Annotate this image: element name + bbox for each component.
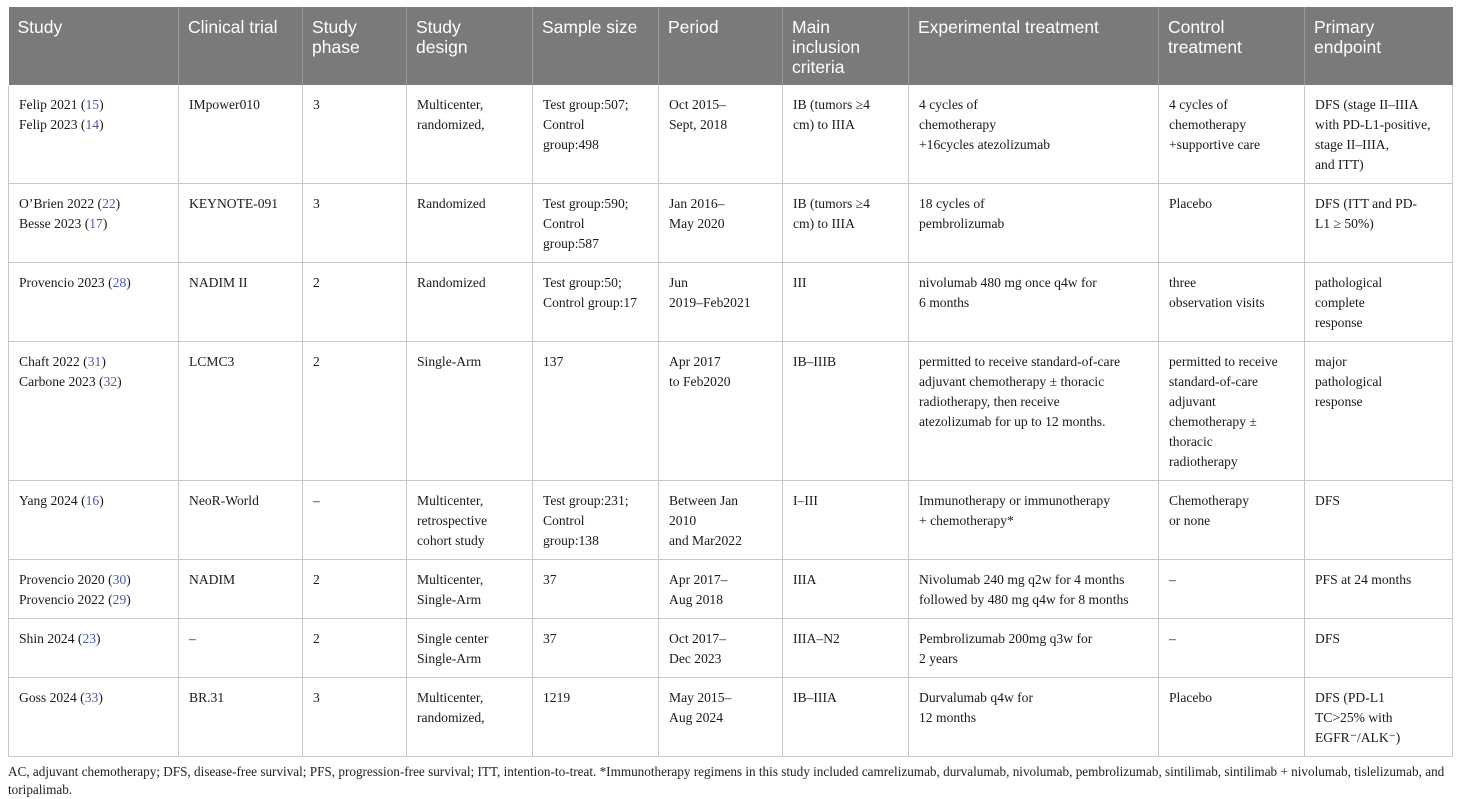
cell-line: 4 cycles of bbox=[1169, 97, 1228, 112]
cell-line: Test group:50; bbox=[543, 275, 622, 290]
cell-line: stage II–IIIA, bbox=[1315, 137, 1389, 152]
cell-line: Jun bbox=[669, 275, 688, 290]
cell-line: randomized, bbox=[417, 117, 485, 132]
cell-line: Single center bbox=[417, 631, 489, 646]
cell-line: + chemotherapy* bbox=[919, 513, 1014, 528]
cell-line: IB (tumors ≥4 bbox=[793, 97, 870, 112]
header-experimental-treatment bbox=[909, 7, 1159, 85]
cell-line: cohort study bbox=[417, 533, 485, 548]
study-citation bbox=[19, 115, 170, 135]
cell-line: or none bbox=[1169, 513, 1211, 528]
cell-line: adjuvant chemotherapy ± thoracic bbox=[919, 374, 1105, 389]
cell-line: with PD-L1-positive, bbox=[1315, 117, 1431, 132]
cell-line: 37 bbox=[543, 572, 557, 587]
cell-line: 12 months bbox=[919, 710, 977, 725]
cell-line: IIIA–N2 bbox=[793, 631, 840, 646]
header-line: Study bbox=[312, 17, 357, 37]
cell-line: IB (tumors ≥4 bbox=[793, 196, 870, 211]
cell-control bbox=[1159, 85, 1305, 184]
header-line: Study bbox=[416, 17, 461, 37]
cell-trial: BR.31 bbox=[179, 678, 303, 757]
cell-line: pathological bbox=[1315, 374, 1383, 389]
table-header bbox=[9, 7, 1453, 85]
reference-number: 32 bbox=[103, 374, 118, 389]
cell-line: pathological bbox=[1315, 275, 1383, 290]
cell-line: Immunotherapy or immunotherapy bbox=[919, 493, 1111, 508]
cell-line: complete bbox=[1315, 295, 1365, 310]
cell-line: atezolizumab for up to 12 months. bbox=[919, 414, 1106, 429]
cell-line: 6 months bbox=[919, 295, 970, 310]
header-line: design bbox=[416, 37, 468, 57]
cell-line: Durvalumab q4w for bbox=[919, 690, 1034, 705]
cell-line: group:498 bbox=[543, 137, 599, 152]
cell-study bbox=[9, 263, 179, 342]
table-row bbox=[9, 263, 1453, 342]
cell-endpoint bbox=[1305, 263, 1453, 342]
cell-line: response bbox=[1315, 315, 1363, 330]
cell-line: group:587 bbox=[543, 236, 599, 251]
study-citation bbox=[19, 352, 170, 372]
cell-study bbox=[9, 342, 179, 481]
cell-study bbox=[9, 481, 179, 560]
cell-sample bbox=[533, 560, 659, 619]
cell-line: Single-Arm bbox=[417, 592, 482, 607]
reference-close: ) bbox=[102, 216, 108, 231]
header-study-phase bbox=[303, 7, 407, 85]
cell-line: nivolumab 480 mg once q4w for bbox=[919, 275, 1097, 290]
cell-criteria bbox=[783, 481, 909, 560]
header-line: Study bbox=[17, 17, 63, 37]
reference-number: 33 bbox=[84, 690, 99, 705]
cell-experimental bbox=[909, 481, 1159, 560]
cell-line: 2010 bbox=[669, 513, 697, 528]
reference-close: ) bbox=[98, 690, 103, 705]
header-line: Period bbox=[668, 17, 719, 37]
header-period bbox=[659, 7, 783, 85]
cell-endpoint bbox=[1305, 560, 1453, 619]
studies-table bbox=[8, 7, 1453, 757]
cell-line: to Feb2020 bbox=[669, 374, 731, 389]
reference-number: 22 bbox=[102, 196, 116, 211]
cell-trial: NeoR-World bbox=[179, 481, 303, 560]
header-line: Main bbox=[792, 17, 830, 37]
header-line: criteria bbox=[792, 57, 845, 77]
cell-period bbox=[659, 678, 783, 757]
cell-sample bbox=[533, 481, 659, 560]
study-citation bbox=[19, 491, 170, 511]
cell-line: Chemotherapy bbox=[1169, 493, 1250, 508]
cell-phase: 2 bbox=[303, 342, 407, 481]
header-line: phase bbox=[312, 37, 360, 57]
table-row bbox=[9, 342, 1453, 481]
study-citation bbox=[19, 590, 170, 610]
cell-control bbox=[1159, 560, 1305, 619]
cell-endpoint bbox=[1305, 481, 1453, 560]
cell-line: Control bbox=[543, 513, 585, 528]
cell-line: chemotherapy bbox=[919, 117, 996, 132]
cell-sample bbox=[533, 678, 659, 757]
cell-line: – bbox=[1169, 572, 1176, 587]
cell-sample bbox=[533, 619, 659, 678]
cell-period bbox=[659, 619, 783, 678]
reference-close: ) bbox=[101, 354, 106, 369]
study-citation bbox=[19, 214, 170, 234]
reference-number: 31 bbox=[87, 354, 102, 369]
header-inclusion-criteria bbox=[783, 7, 909, 85]
cell-line: Apr 2017– bbox=[669, 572, 728, 587]
header-study bbox=[9, 7, 179, 85]
reference-number: 23 bbox=[82, 631, 97, 646]
cell-trial: NADIM bbox=[179, 560, 303, 619]
cell-study bbox=[9, 560, 179, 619]
cell-line: Placebo bbox=[1169, 196, 1213, 211]
cell-phase: – bbox=[303, 481, 407, 560]
cell-line: Oct 2017– bbox=[669, 631, 727, 646]
reference-close: ) bbox=[99, 97, 104, 112]
reference-close: ) bbox=[96, 631, 101, 646]
cell-line: DFS (ITT and PD- bbox=[1315, 196, 1418, 211]
cell-design bbox=[407, 619, 533, 678]
cell-endpoint bbox=[1305, 85, 1453, 184]
cell-line: Single-Arm bbox=[417, 354, 482, 369]
header-line: Sample size bbox=[542, 17, 638, 37]
reference-number: 14 bbox=[85, 117, 100, 132]
cell-line: Multicenter, bbox=[417, 493, 484, 508]
cell-design bbox=[407, 560, 533, 619]
cell-line: Apr 2017 bbox=[669, 354, 721, 369]
cell-line: Randomized bbox=[417, 196, 486, 211]
cell-line: randomized, bbox=[417, 710, 485, 725]
study-citation bbox=[19, 273, 170, 293]
cell-study bbox=[9, 85, 179, 184]
cell-line: radiotherapy, then receive bbox=[919, 394, 1060, 409]
cell-line: Nivolumab 240 mg q2w for 4 months bbox=[919, 572, 1125, 587]
cell-trial: – bbox=[179, 619, 303, 678]
cell-trial: IMpower010 bbox=[179, 85, 303, 184]
cell-line: Aug 2024 bbox=[669, 710, 723, 725]
study-citation bbox=[19, 372, 170, 392]
cell-line: III bbox=[793, 275, 807, 290]
cell-line: Pembrolizumab 200mg q3w for bbox=[919, 631, 1093, 646]
reference-number: 29 bbox=[112, 592, 127, 607]
table-footnote: AC, adjuvant chemotherapy; DFS, disease-free survival; PFS, progression-free survival; ITT, intention-to-treat. *Immunotherapy regimens in this study included camrelizumab, durvalumab, nivolumab, pembrolizumab, sintilimab, sintilimab + nivolumab, tislelizumab, and toripalimab. bbox=[8, 764, 1445, 797]
cell-line: 4 cycles of bbox=[919, 97, 978, 112]
study-name: Shin 2024 ( bbox=[19, 631, 83, 646]
cell-control bbox=[1159, 678, 1305, 757]
cell-design bbox=[407, 678, 533, 757]
cell-sample bbox=[533, 342, 659, 481]
study-name: O’Brien 2022 ( bbox=[19, 196, 103, 211]
cell-phase: 3 bbox=[303, 85, 407, 184]
cell-criteria bbox=[783, 678, 909, 757]
header-line: inclusion bbox=[792, 37, 861, 57]
cell-line: I–III bbox=[793, 493, 818, 508]
cell-line: May 2015– bbox=[669, 690, 732, 705]
reference-number: 28 bbox=[112, 275, 127, 290]
cell-experimental bbox=[909, 560, 1159, 619]
cell-line: Test group:231; bbox=[543, 493, 629, 508]
cell-period bbox=[659, 263, 783, 342]
cell-line: observation visits bbox=[1169, 295, 1265, 310]
cell-control bbox=[1159, 263, 1305, 342]
cell-design bbox=[407, 184, 533, 263]
table-row bbox=[9, 560, 1453, 619]
reference-close: ) bbox=[99, 493, 104, 508]
cell-line: Sept, 2018 bbox=[669, 117, 728, 132]
cell-study bbox=[9, 619, 179, 678]
cell-line: TC>25% with bbox=[1315, 710, 1393, 725]
header-sample-size bbox=[533, 7, 659, 85]
cell-line: Control group:17 bbox=[543, 295, 638, 310]
header-line: Clinical trial bbox=[188, 17, 278, 37]
header-study-design bbox=[407, 7, 533, 85]
cell-line: cm) to IIIA bbox=[793, 216, 855, 231]
study-name: Yang 2024 ( bbox=[19, 493, 86, 508]
cell-line: Jan 2016– bbox=[669, 196, 725, 211]
cell-endpoint bbox=[1305, 678, 1453, 757]
reference-close: ) bbox=[126, 572, 131, 587]
cell-line: DFS bbox=[1315, 493, 1340, 508]
cell-line: 137 bbox=[543, 354, 564, 369]
cell-line: followed by 480 mg q4w for 8 months bbox=[919, 592, 1129, 607]
table-row bbox=[9, 678, 1453, 757]
header-line: Experimental treatment bbox=[918, 17, 1099, 37]
cell-criteria bbox=[783, 619, 909, 678]
cell-experimental bbox=[909, 342, 1159, 481]
cell-trial: NADIM II bbox=[179, 263, 303, 342]
cell-line: retrospective bbox=[417, 513, 488, 528]
study-name: Felip 2021 ( bbox=[19, 97, 86, 112]
cell-line: DFS bbox=[1315, 631, 1340, 646]
cell-design bbox=[407, 342, 533, 481]
study-name: Goss 2024 ( bbox=[19, 690, 85, 705]
cell-phase: 3 bbox=[303, 678, 407, 757]
study-name: Carbone 2023 ( bbox=[19, 374, 104, 389]
cell-period bbox=[659, 481, 783, 560]
cell-period bbox=[659, 342, 783, 481]
cell-phase: 2 bbox=[303, 619, 407, 678]
cell-phase: 2 bbox=[303, 560, 407, 619]
cell-criteria bbox=[783, 184, 909, 263]
cell-line: chemotherapy ± bbox=[1169, 414, 1257, 429]
table-body bbox=[9, 85, 1453, 757]
study-name: Besse 2023 ( bbox=[19, 216, 90, 231]
header-line: endpoint bbox=[1314, 37, 1382, 57]
cell-line: DFS (stage II–IIIA bbox=[1315, 97, 1419, 112]
cell-phase: 2 bbox=[303, 263, 407, 342]
study-citation bbox=[19, 629, 170, 649]
reference-close: ) bbox=[126, 275, 131, 290]
cell-line: group:138 bbox=[543, 533, 599, 548]
cell-trial: KEYNOTE-091 bbox=[179, 184, 303, 263]
reference-close: ) bbox=[99, 117, 104, 132]
cell-line: +supportive care bbox=[1169, 137, 1261, 152]
cell-line: chemotherapy bbox=[1169, 117, 1246, 132]
cell-design bbox=[407, 263, 533, 342]
cell-line: 18 cycles of bbox=[919, 196, 985, 211]
reference-number: 30 bbox=[112, 572, 127, 587]
cell-experimental bbox=[909, 619, 1159, 678]
cell-period bbox=[659, 184, 783, 263]
cell-sample bbox=[533, 184, 659, 263]
cell-criteria bbox=[783, 560, 909, 619]
cell-endpoint bbox=[1305, 342, 1453, 481]
cell-control bbox=[1159, 481, 1305, 560]
header-control-treatment bbox=[1159, 7, 1305, 85]
cell-line: EGFR⁻/ALK⁻) bbox=[1315, 730, 1401, 745]
cell-line: Single-Arm bbox=[417, 651, 482, 666]
cell-line: L1 ≥ 50%) bbox=[1315, 216, 1374, 231]
cell-period bbox=[659, 85, 783, 184]
cell-line: standard-of-care bbox=[1169, 374, 1259, 389]
cell-line: permitted to receive bbox=[1169, 354, 1278, 369]
cell-line: Randomized bbox=[417, 275, 486, 290]
cell-endpoint bbox=[1305, 184, 1453, 263]
cell-experimental bbox=[909, 263, 1159, 342]
cell-line: Oct 2015– bbox=[669, 97, 727, 112]
cell-criteria bbox=[783, 342, 909, 481]
cell-line: Control bbox=[543, 117, 585, 132]
study-citation bbox=[19, 570, 170, 590]
study-citation bbox=[19, 95, 170, 115]
cell-criteria bbox=[783, 85, 909, 184]
cell-line: Aug 2018 bbox=[669, 592, 723, 607]
study-name: Provencio 2020 ( bbox=[19, 572, 113, 587]
cell-line: three bbox=[1169, 275, 1197, 290]
reference-close: ) bbox=[126, 592, 131, 607]
table-container bbox=[8, 7, 1452, 799]
header-line: Primary bbox=[1314, 17, 1375, 37]
cell-sample bbox=[533, 263, 659, 342]
cell-line: Multicenter, bbox=[417, 97, 484, 112]
cell-line: response bbox=[1315, 394, 1363, 409]
reference-number: 16 bbox=[85, 493, 100, 508]
cell-design bbox=[407, 85, 533, 184]
cell-experimental bbox=[909, 184, 1159, 263]
cell-line: Placebo bbox=[1169, 690, 1213, 705]
cell-line: Between Jan bbox=[669, 493, 739, 508]
reference-number: 15 bbox=[85, 97, 100, 112]
cell-experimental bbox=[909, 85, 1159, 184]
cell-line: and ITT) bbox=[1315, 157, 1364, 172]
cell-line: cm) to IIIA bbox=[793, 117, 855, 132]
cell-line: adjuvant bbox=[1169, 394, 1216, 409]
cell-line: 2019–Feb2021 bbox=[669, 295, 751, 310]
study-name: Provencio 2023 ( bbox=[19, 275, 113, 290]
cell-sample bbox=[533, 85, 659, 184]
cell-line: pembrolizumab bbox=[919, 216, 1005, 231]
header-line: Control bbox=[1168, 17, 1225, 37]
study-name: Chaft 2022 ( bbox=[19, 354, 88, 369]
study-citation bbox=[19, 194, 170, 214]
cell-line: IB–IIIB bbox=[793, 354, 837, 369]
cell-line: 2 years bbox=[919, 651, 958, 666]
header-primary-endpoint bbox=[1305, 7, 1453, 85]
cell-line: Multicenter, bbox=[417, 572, 484, 587]
reference-close: ) bbox=[115, 196, 121, 211]
cell-criteria bbox=[783, 263, 909, 342]
cell-line: thoracic bbox=[1169, 434, 1213, 449]
reference-number: 17 bbox=[89, 216, 103, 231]
cell-study bbox=[9, 678, 179, 757]
study-name: Provencio 2022 ( bbox=[19, 592, 113, 607]
cell-control bbox=[1159, 619, 1305, 678]
cell-line: IB–IIIA bbox=[793, 690, 837, 705]
study-citation bbox=[19, 688, 170, 708]
table-row bbox=[9, 184, 1453, 263]
cell-line: DFS (PD-L1 bbox=[1315, 690, 1385, 705]
table-row bbox=[9, 481, 1453, 560]
header-clinical-trial bbox=[179, 7, 303, 85]
cell-line: radiotherapy bbox=[1169, 454, 1238, 469]
cell-endpoint bbox=[1305, 619, 1453, 678]
table-row bbox=[9, 619, 1453, 678]
cell-period bbox=[659, 560, 783, 619]
cell-study bbox=[9, 184, 179, 263]
cell-line: May 2020 bbox=[669, 216, 725, 231]
cell-line: permitted to receive standard-of-care bbox=[919, 354, 1121, 369]
cell-line: IIIA bbox=[793, 572, 817, 587]
cell-line: 37 bbox=[543, 631, 557, 646]
study-name: Felip 2023 ( bbox=[19, 117, 86, 132]
cell-line: Control bbox=[543, 216, 585, 231]
cell-control bbox=[1159, 184, 1305, 263]
cell-trial: LCMC3 bbox=[179, 342, 303, 481]
cell-line: major bbox=[1315, 354, 1347, 369]
cell-phase: 3 bbox=[303, 184, 407, 263]
cell-design bbox=[407, 481, 533, 560]
cell-line: Test group:507; bbox=[543, 97, 629, 112]
cell-line: – bbox=[1169, 631, 1176, 646]
header-line: treatment bbox=[1168, 37, 1242, 57]
cell-line: Test group:590; bbox=[543, 196, 629, 211]
cell-line: +16cycles atezolizumab bbox=[919, 137, 1051, 152]
table-row bbox=[9, 85, 1453, 184]
cell-experimental bbox=[909, 678, 1159, 757]
reference-close: ) bbox=[117, 374, 122, 389]
cell-control bbox=[1159, 342, 1305, 481]
cell-line: and Mar2022 bbox=[669, 533, 742, 548]
cell-line: PFS at 24 months bbox=[1315, 572, 1412, 587]
cell-line: 1219 bbox=[543, 690, 571, 705]
cell-line: Dec 2023 bbox=[669, 651, 722, 666]
cell-line: Multicenter, bbox=[417, 690, 484, 705]
